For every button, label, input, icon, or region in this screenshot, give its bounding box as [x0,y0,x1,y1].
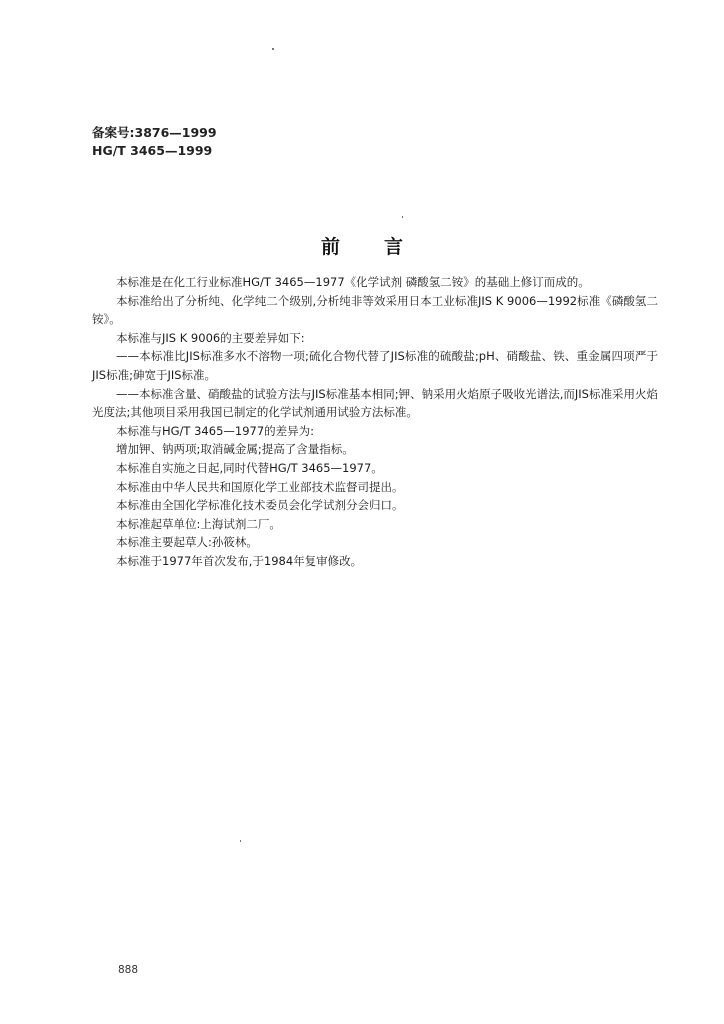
page-title: 前言 [320,236,447,258]
document-header [92,124,217,160]
filing-number: 备案号:3876—1999 [92,125,217,140]
page-number: 888 [118,964,139,976]
paragraph: 本标准给出了分析纯、化学纯二个级别,分析纯非等效采用日本工业标准JIS K 9006—1992标准《磷酸氢二铵》。 [92,293,658,327]
paragraph: 增加钾、钠两项;取消碱金属;提高了含量指标。 [116,442,354,457]
paragraph: 本标准自实施之日起,同时代替HG/T 3465—1977。 [116,460,383,475]
scan-speck [240,840,241,842]
paragraph: 本标准与HG/T 3465—1977的差异为: [116,423,315,438]
paragraph: 本标准由全国化学标准化技术委员会化学试剂分会归口。 [116,498,404,513]
paragraph: ——本标准含量、硝酸盐的试验方法与JIS标准基本相同;钾、钠采用火焰原子吸收光谱法,而JIS标准采用火焰光度法;其他项目采用我国已制定的化学试剂通用试验方法标准。 [92,386,658,420]
paragraph: 本标准主要起草人:孙筱林。 [116,535,258,550]
paragraph: ——本标准比JIS标准多水不溶物一项;硫化合物代替了JIS标准的硫酸盐;pH、硝酸盐、铁、重金属四项严于JIS标准;砷宽于JIS标准。 [92,349,658,382]
paragraph: 本标准由中华人民共和国原化学工业部技术监督司提出。 [116,479,404,494]
paragraph: 本标准于1977年首次发布,于1984年复审修改。 [116,553,363,568]
scan-speck [272,48,274,50]
paragraph: 本标准是在化工行业标准HG/T 3465—1977《化学试剂 磷酸氢二铵》的基础上修订而成的。 [116,275,590,289]
standard-code: HG/T 3465—1999 [92,143,213,158]
paragraph: 本标准起草单位:上海试剂二厂。 [116,516,281,531]
paragraph: 本标准与JIS K 9006的主要差异如下: [116,330,305,345]
foreword-body [92,273,658,571]
scan-speck [402,216,403,218]
